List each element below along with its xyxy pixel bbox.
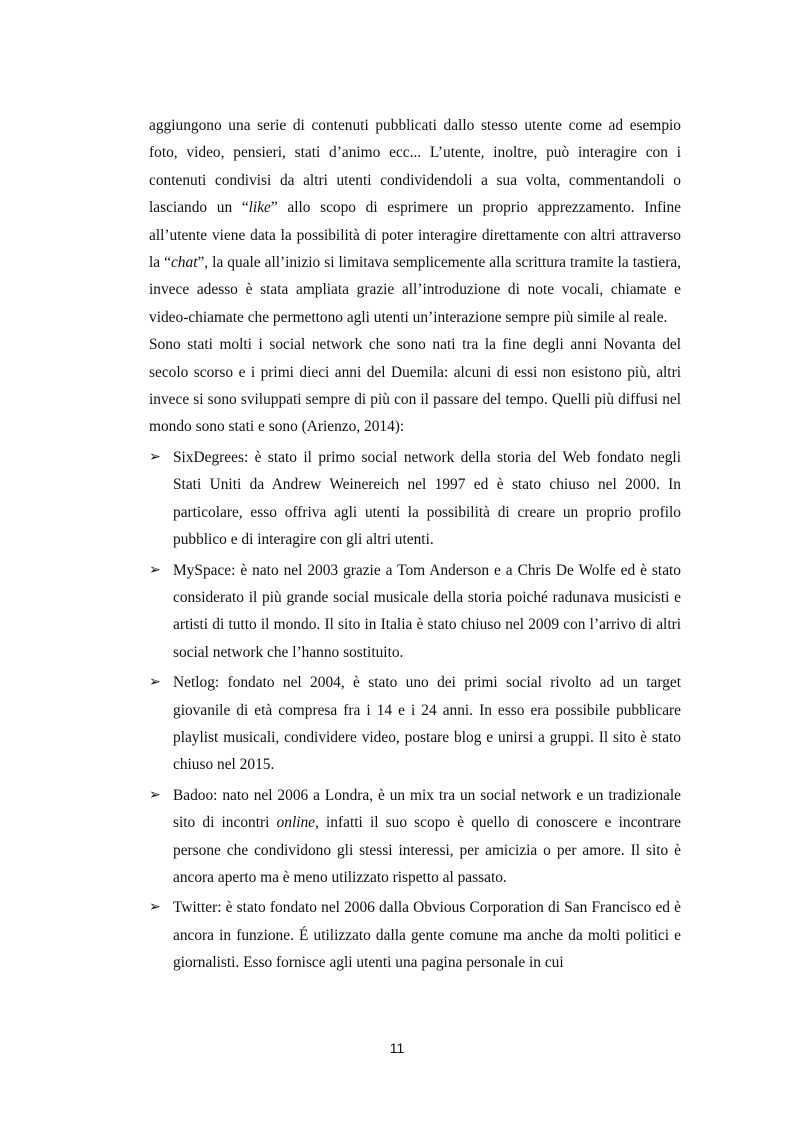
chat-term: chat: [170, 254, 198, 272]
list-item-twitter: [149, 894, 681, 976]
list-item-text: Twitter: è stato fondato nel 2006 dalla Obvious Corporation di San Francisco ed è ancora in funzione. É utilizzato dalla gente comune ma anche da molti politici e giornalisti. Esso fornisce agli utenti una pagina personale in cui: [173, 899, 681, 972]
arrow-bullet-icon: ➢: [149, 448, 161, 465]
arrow-bullet-icon: ➢: [149, 786, 161, 803]
arrow-bullet-icon: ➢: [149, 561, 161, 578]
intro-text-1: aggiungono una serie di contenuti pubblicati dallo stesso utente come ad esempio foto, video, pensieri, stati d’animo ecc... L’utente, inoltre, può interagire con i contenuti condivisi da altri utenti condividendoli a sua volta, commentandoli o lasciando un “: [149, 117, 681, 217]
body-text: [149, 112, 681, 977]
badoo-text-1: Badoo: nato nel 2006 a Londra, è un mix tra un social network e un tradizionale sito di incontri: [173, 786, 681, 832]
list-item-netlog: [149, 669, 681, 779]
list-item-sixdegrees: [149, 444, 681, 554]
list-item-text: Netlog: fondato nel 2004, è stato uno dei primi social rivolto ad un target giovanile di età compresa fra i 14 e i 24 anni. In esso era possibile pubblicare playlist musicali, condividere video, postare blog e unirsi a gruppi. Il sito è stato chiuso nel 2015.: [173, 674, 681, 774]
list-item-myspace: [149, 557, 681, 667]
list-item-text: [173, 787, 681, 886]
intro-paragraph: [149, 112, 681, 331]
like-term: like: [248, 199, 271, 217]
social-network-list: [149, 444, 681, 977]
list-item-text: MySpace: è nato nel 2003 grazie a Tom Anderson e a Chris De Wolfe ed è stato considerato il più grande social musicale della storia poiché radunava musicisti e artisti di tutto il mondo. Il sito in Italia è stato chiuso nel 2009 con l’arrivo di altri social network che l’hanno sostituito.: [173, 561, 681, 661]
page-number: 11: [389, 1040, 405, 1056]
badoo-text-2: , infatti il suo scopo è quello di conoscere e incontrare persone che condividono gli stessi interessi, per amicizia o per amore. Il sito è ancora aperto ma è meno utilizzato rispetto al passato.: [173, 814, 681, 886]
intro-text-2: ” allo scopo di esprimere un proprio apprezzamento. Infine all’utente viene data la possibilità di poter interagire direttamente con altri attraverso la “: [149, 199, 681, 272]
intro-text-3: ”, la quale all’inizio si limitava semplicemente alla scrittura tramite la tastiera, invece adesso è stata ampliata grazie all’introduzione di note vocali, chiamate e video-chiamate che permettono agli utenti un’interazione sempre più simile al reale.: [149, 254, 681, 326]
social-networks-paragraph: Sono stati molti i social network che sono nati tra la fine degli anni Novanta del secolo scorso e i primi dieci anni del Duemila: alcuni di essi non esistono più, altri invece si sono sviluppati sempre di più con il passare del tempo. Quelli più diffusi nel mondo sono stati e sono (Arienzo, 2014):: [149, 336, 681, 436]
arrow-bullet-icon: ➢: [149, 674, 161, 691]
arrow-bullet-icon: ➢: [149, 899, 161, 916]
list-item-badoo: [149, 782, 681, 892]
list-item-text: SixDegrees: è stato il primo social network della storia del Web fondato negli Stati Uniti da Andrew Weinereich nel 1997 ed è stato chiuso nel 2000. In particolare, esso offriva agli utenti la possibilità di creare un proprio profilo pubblico e di interagire con gli altri utenti.: [173, 448, 681, 549]
online-term: online: [276, 814, 316, 832]
